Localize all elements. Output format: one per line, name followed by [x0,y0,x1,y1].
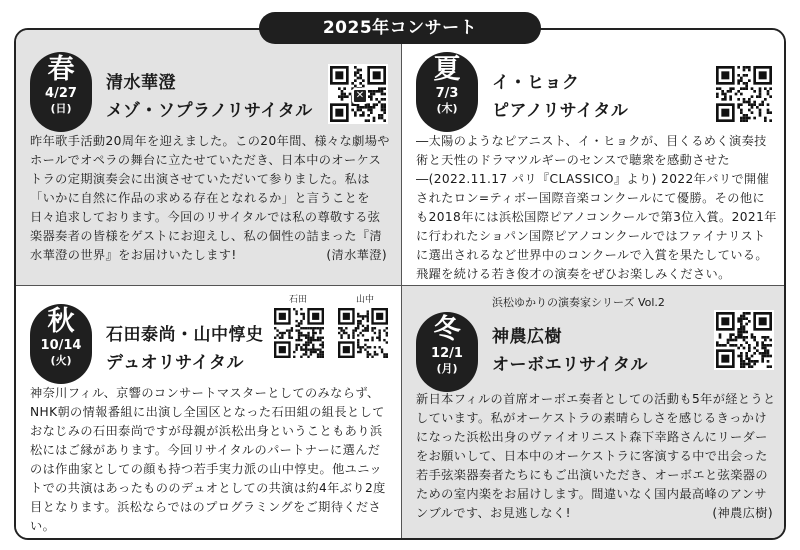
season-badge [30,52,92,132]
season-label: 冬 [433,314,461,345]
season-label: 春 [47,54,75,85]
concert-panel-spring [16,30,401,285]
qr-label-ishida: 石田 [289,295,308,305]
section-title: 2025年コンサート [259,12,541,44]
concert-weekday: (月) [436,362,458,375]
concert-title: メゾ・ソプラノリサイタル [106,101,313,121]
qr-code-ishida[interactable] [272,306,326,360]
description-text: 神奈川フィル、京響のコンサートマスターとしてのみならず、NHK朝の情報番組に出演し全国区となった石田組の組長としておなじみの石田泰尚ですが母親が浜松出身ということもあり浜松にはご縁があります。今回リサイタルのパートナーに選んだのは作曲家としての顔も持つ若手実力派の山中惇史。他ユニットでの共演はあったもののデュオとしての共演は約4年ぶり2度目となります。浜松ならではのプログラミングをご期待ください。 [30,386,386,533]
concert-grid [14,28,786,540]
concert-description [416,132,777,284]
qr-label-yamanaka: 山中 [356,295,375,305]
qr-code[interactable] [714,64,774,124]
concert-date: 12/1 [431,346,463,361]
description-text: 新日本フィルの首席オーボエ奏者としての活動も5年が経とうとしています。私がオーケストラの素晴らしさを感じるきっかけになった浜松出身のヴァイオリニスト森下幸路さんにリーダーをお願いして、日本中のオーケストラに客演する中で出会った若手弦楽器奏者たちにもご出演いただき、オーボエと弦楽器のための室内楽をお届けします。間違いなく国内最高峰のアンサンブルです、お見逃しなく! [416,392,776,520]
concert-panel-winter [402,286,786,540]
signature: (神農広樹) [712,506,773,520]
concert-title: デュオリサイタル [106,353,244,373]
concert-description [416,390,777,523]
performer-name: 神農広樹 [492,327,562,347]
performer-name: 清水華澄 [106,73,176,93]
concert-title: ピアノリサイタル [492,101,629,121]
concert-description [30,132,391,265]
concert-date: 10/14 [40,338,82,353]
concert-date: 4/27 [45,86,77,101]
performer-names: 石田泰尚・山中惇史 [106,325,264,345]
concert-description [30,384,391,536]
signature: (清水華澄) [326,248,387,262]
concert-weekday: (木) [436,102,458,115]
concert-weekday: (火) [50,354,72,367]
qr-code-yamanaka[interactable] [336,306,390,360]
season-badge [416,52,478,132]
x-logo-icon: ✕ [352,88,368,104]
qr-code[interactable] [328,64,388,124]
series-label: 浜松ゆかりの演奏家シリーズ Vol.2 [492,296,665,309]
concert-date: 7/3 [435,86,459,101]
concert-title: オーボエリサイタル [492,355,648,375]
performer-name: イ・ヒョク [492,73,580,93]
season-badge [30,304,92,384]
qr-code[interactable] [714,310,774,370]
concert-panel-summer [402,30,786,285]
season-label: 秋 [47,306,75,337]
concert-panel-autumn [16,286,401,540]
concert-weekday: (日) [50,102,72,115]
season-label: 夏 [433,54,461,85]
season-badge [416,312,478,392]
description-text: 昨年歌手活動20周年を迎えました。この20年間、様々な劇場やホールでオペラの舞台に立たせていただき、日本中のオーケストラの定期演奏会に出演させていただいて参りました。私は「いかに自然に作品の求める存在となれるか」と言うことを日々追求しております。今回のリサイタルでは私の尊敬する弦楽器奏者の皆様をゲストにお迎えし、私の個性の詰まった『清水華澄の世界』をお届けいたします! [30,134,390,262]
description-text: ―太陽のようなピアニスト、イ・ヒョクが、目くるめく演奏技術と天性のドラマツルギーのセンスで聴衆を感動させた―(2022.11.17 パリ『CLASSICO』より) 2022年パリで開催されたロン=ティボー国際音楽コンクールにて優勝。その他にも2018年には浜松国際ピアノコンクールで第3位入賞。2021年に行われたショパン国際ピアノコンクールではファイナリストに選出されるなど世界中のコンクールで入賞を果たしている。飛躍を続ける若き俊才の演奏をぜひお楽しみください。 [416,134,777,281]
